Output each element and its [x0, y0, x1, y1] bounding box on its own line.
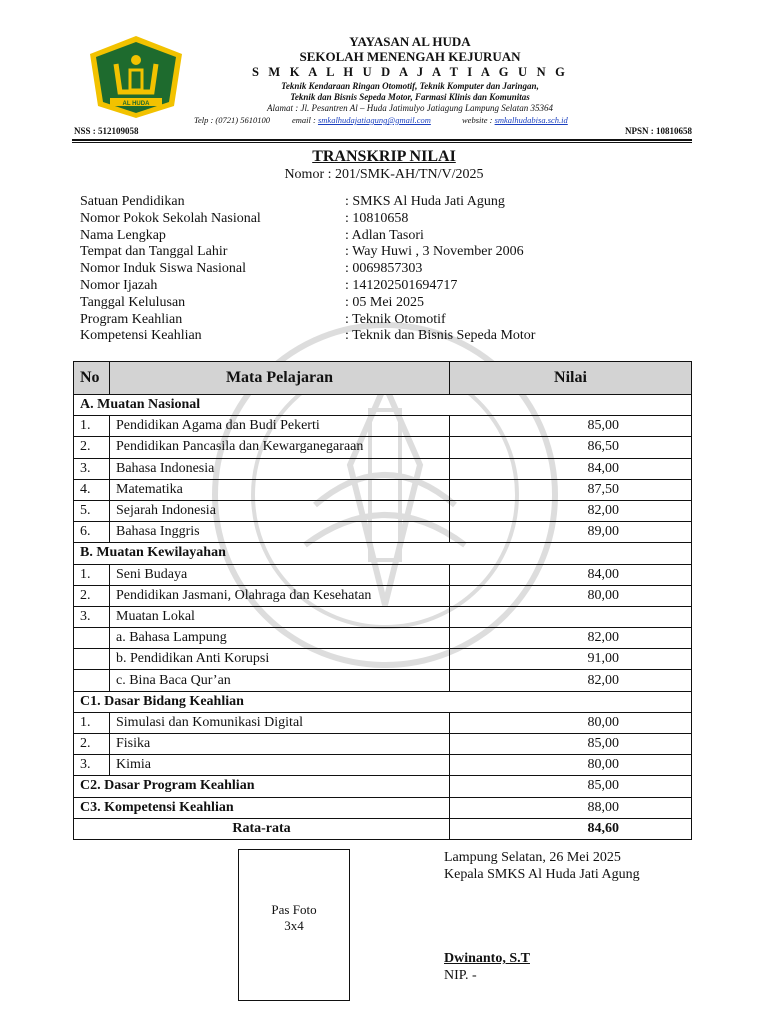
info-row	[80, 278, 700, 295]
section-label: C3. Kompetensi Keahlian	[74, 797, 450, 818]
score: 85,00	[450, 734, 692, 755]
score: 84,00	[450, 458, 692, 479]
column-header-no: No	[74, 362, 110, 395]
subject-name: Muatan Lokal	[110, 606, 450, 627]
row-number: 6.	[74, 522, 110, 543]
table-row	[74, 522, 692, 543]
score: 85,00	[450, 776, 692, 797]
section-label: B. Muatan Kewilayahan	[74, 543, 692, 564]
score: 85,00	[450, 416, 692, 437]
grades-table	[73, 361, 692, 840]
subject-name: a. Bahasa Lampung	[110, 628, 450, 649]
subject-name: Pendidikan Agama dan Budi Pekerti	[110, 416, 450, 437]
row-number: 2.	[74, 585, 110, 606]
row-number	[74, 670, 110, 691]
table-row	[74, 564, 692, 585]
info-value: : Way Huwi , 3 November 2006	[345, 244, 524, 260]
row-number: 3.	[74, 458, 110, 479]
subject-name: Bahasa Indonesia	[110, 458, 450, 479]
info-label: Nomor Pokok Sekolah Nasional	[80, 210, 261, 226]
student-info	[80, 194, 700, 345]
document-number: Nomor : 201/SMK-AH/TN/V/2025	[284, 167, 484, 182]
table-row	[74, 585, 692, 606]
photo-size: 3x4	[284, 918, 304, 933]
subject-name: Fisika	[110, 734, 450, 755]
info-label: Nama Lengkap	[80, 227, 166, 243]
website-label: website :	[462, 115, 493, 125]
section-row	[74, 691, 692, 712]
average-row	[74, 818, 692, 839]
info-value: : Adlan Tasori	[345, 227, 424, 243]
email-label: email :	[292, 115, 316, 125]
score: 91,00	[450, 649, 692, 670]
email-link[interactable]: smkalhudajatiagung@gmail.com	[317, 115, 431, 125]
table-header-row	[74, 362, 692, 395]
score: 87,50	[450, 479, 692, 500]
section-label: C2. Dasar Program Keahlian	[74, 776, 450, 797]
info-label: Kompetensi Keahlian	[80, 328, 202, 344]
row-number	[74, 628, 110, 649]
score: 89,00	[450, 522, 692, 543]
info-row	[80, 261, 700, 278]
subject-name: Sejarah Indonesia	[110, 500, 450, 521]
photo-label: Pas Foto	[271, 902, 317, 917]
programs-line-2: Teknik dan Bisnis Sepeda Motor, Farmasi Klinis dan Komunitas	[290, 92, 530, 102]
info-value: : Teknik dan Bisnis Sepeda Motor	[345, 328, 536, 344]
row-number	[74, 649, 110, 670]
score: 88,00	[450, 797, 692, 818]
signer-position: Kepala SMKS Al Huda Jati Agung	[444, 867, 640, 882]
header-divider-thin	[72, 142, 692, 143]
table-row	[74, 437, 692, 458]
signer-nip: NIP. -	[444, 968, 477, 983]
info-label: Tanggal Kelulusan	[80, 294, 186, 310]
info-row	[80, 194, 700, 211]
table-row	[74, 416, 692, 437]
row-number: 3.	[74, 606, 110, 627]
foundation-name: YAYASAN AL HUDA	[349, 34, 471, 49]
row-number: 1.	[74, 416, 110, 437]
school-address: Alamat : Jl. Pesantren Al – Huda Jatimulyo Jatiagung Lampung Selatan 35364	[267, 103, 553, 113]
table-row	[74, 479, 692, 500]
average-label: Rata-rata	[74, 818, 450, 839]
programs-line-1: Teknik Kendaraan Ringan Otomotif, Teknik Komputer dan Jaringan,	[281, 81, 539, 91]
place-date: Lampung Selatan, 26 Mei 2025	[444, 850, 621, 865]
info-row	[80, 211, 700, 228]
signature-block	[444, 849, 640, 983]
nss-number: NSS : 512109058	[74, 126, 139, 136]
subject-name: c. Bina Baca Qur’an	[110, 670, 450, 691]
section-row	[74, 543, 692, 564]
subject-name: Pendidikan Jasmani, Olahraga dan Kesehatan	[110, 585, 450, 606]
document-title: TRANSKRIP NILAI	[312, 148, 456, 165]
letterhead	[0, 0, 768, 145]
info-value: : 0069857303	[345, 261, 423, 277]
subject-name: b. Pendidikan Anti Korupsi	[110, 649, 450, 670]
signer-name: Dwinanto, S.T	[444, 951, 530, 966]
school-logo	[86, 34, 186, 120]
score	[450, 606, 692, 627]
subject-name: Seni Budaya	[110, 564, 450, 585]
row-number: 4.	[74, 479, 110, 500]
row-number: 1.	[74, 564, 110, 585]
info-label: Satuan Pendidikan	[80, 194, 185, 209]
score: 80,00	[450, 755, 692, 776]
info-value: : 10810658	[345, 210, 409, 226]
photo-placeholder	[238, 849, 350, 1001]
table-row	[74, 458, 692, 479]
row-number: 3.	[74, 755, 110, 776]
score: 86,50	[450, 437, 692, 458]
info-row	[80, 228, 700, 245]
document-title-block	[0, 147, 768, 183]
logo-caption: AL HUDA	[122, 101, 150, 107]
info-row	[80, 312, 700, 329]
info-label: Tempat dan Tanggal Lahir	[80, 244, 228, 260]
row-number: 1.	[74, 712, 110, 733]
info-label: Nomor Ijazah	[80, 277, 158, 293]
column-header-score: Nilai	[450, 362, 692, 395]
section-score-row	[74, 776, 692, 797]
phone: Telp : (0721) 5610100	[194, 115, 270, 125]
info-value: : 141202501694717	[345, 277, 458, 293]
row-number: 2.	[74, 437, 110, 458]
column-header-subject: Mata Pelajaran	[110, 362, 450, 395]
score: 84,00	[450, 564, 692, 585]
npsn-number: NPSN : 10810658	[625, 126, 692, 136]
info-row	[80, 295, 700, 312]
section-label: A. Muatan Nasional	[74, 395, 692, 416]
table-row	[74, 755, 692, 776]
school-type: SEKOLAH MENENGAH KEJURUAN	[299, 49, 521, 64]
score: 82,00	[450, 500, 692, 521]
score: 82,00	[450, 670, 692, 691]
score: 82,00	[450, 628, 692, 649]
section-score-row	[74, 797, 692, 818]
table-row	[74, 649, 692, 670]
subject-name: Bahasa Inggris	[110, 522, 450, 543]
section-row	[74, 395, 692, 416]
website-link[interactable]: smkalhudabisa.sch.id	[494, 115, 568, 125]
info-value: : Teknik Otomotif	[345, 311, 446, 327]
header-divider	[72, 139, 692, 141]
section-label: C1. Dasar Bidang Keahlian	[74, 691, 692, 712]
table-row	[74, 670, 692, 691]
info-row	[80, 328, 700, 345]
score: 80,00	[450, 585, 692, 606]
table-row	[74, 500, 692, 521]
info-value: : SMKS Al Huda Jati Agung	[345, 194, 505, 209]
school-name: S M K A L H U D A J A T I A G U N G	[251, 65, 569, 79]
table-row	[74, 628, 692, 649]
subject-name: Kimia	[110, 755, 450, 776]
table-row	[74, 734, 692, 755]
subject-name: Pendidikan Pancasila dan Kewarganegaraan	[110, 437, 450, 458]
row-number: 5.	[74, 500, 110, 521]
average-score: 84,60	[450, 818, 692, 839]
info-label: Nomor Induk Siswa Nasional	[80, 261, 247, 277]
subject-name: Simulasi dan Komunikasi Digital	[110, 712, 450, 733]
table-row	[74, 606, 692, 627]
info-row	[80, 244, 700, 261]
score: 80,00	[450, 712, 692, 733]
table-row	[74, 712, 692, 733]
info-value: : 05 Mei 2025	[345, 294, 424, 310]
row-number: 2.	[74, 734, 110, 755]
subject-name: Matematika	[110, 479, 450, 500]
info-label: Program Keahlian	[80, 311, 183, 327]
